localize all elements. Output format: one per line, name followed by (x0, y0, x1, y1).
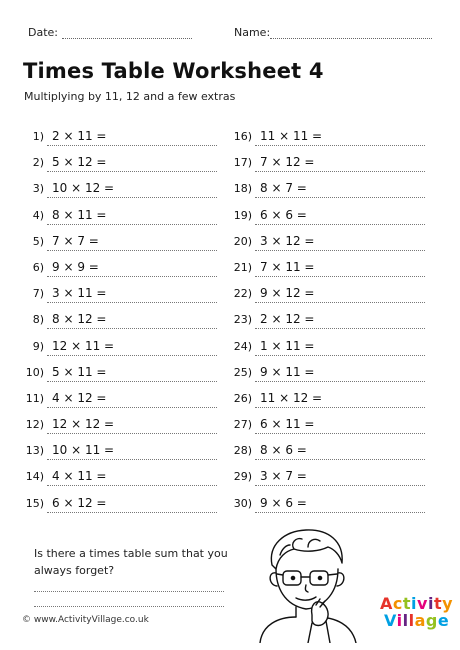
name-field[interactable] (270, 38, 432, 39)
problem-row (22, 182, 222, 208)
problem-number: 10) (25, 365, 44, 379)
date-label: Date: (28, 26, 58, 39)
problem-equation: 8 × 11 = (52, 207, 107, 222)
problem-number: 21) (233, 260, 252, 274)
answer-line[interactable] (255, 302, 425, 303)
problem-equation: 10 × 12 = (52, 181, 115, 196)
problem-equation: 6 × 6 = (260, 207, 307, 222)
answer-line[interactable] (255, 145, 425, 146)
problem-number: 27) (233, 418, 252, 432)
logo-letter: v (417, 594, 428, 613)
problem-equation: 9 × 9 = (52, 259, 99, 274)
problem-number: 15) (25, 496, 44, 510)
problem-number: 2) (32, 156, 44, 170)
problem-equation: 4 × 12 = (52, 390, 107, 405)
question-line-2: always forget? (34, 564, 115, 577)
answer-line[interactable] (47, 250, 217, 251)
problem-equation: 11 × 11 = (260, 129, 323, 143)
problem-row (22, 497, 222, 523)
problem-row (230, 392, 430, 418)
answer-line[interactable] (47, 485, 217, 486)
question-line-1: Is there a times table sum that you (34, 547, 228, 560)
problem-equation: 11 × 12 = (260, 390, 323, 405)
logo-letter: y (442, 594, 454, 613)
problem-row (230, 209, 430, 235)
logo-letter: a (414, 611, 426, 630)
problem-number: 4) (32, 208, 44, 222)
problem-number: 26) (233, 391, 252, 405)
problem-number: 17) (233, 156, 252, 170)
answer-line[interactable] (47, 276, 217, 277)
date-field[interactable] (62, 38, 192, 39)
answer-line[interactable] (47, 433, 217, 434)
problem-row (230, 313, 430, 339)
name-label: Name: (234, 26, 271, 39)
problem-equation: 8 × 6 = (260, 443, 307, 458)
problem-equation: 9 × 6 = (260, 495, 307, 510)
problem-equation: 7 × 12 = (260, 155, 315, 170)
logo-letter: l (402, 611, 409, 630)
answer-line[interactable] (47, 328, 217, 329)
answer-line[interactable] (255, 355, 425, 356)
problem-number: 6) (32, 260, 44, 274)
problem-row (230, 130, 430, 156)
problem-row (22, 470, 222, 496)
problem-equation: 3 × 7 = (260, 469, 307, 484)
problem-number: 30) (233, 496, 252, 510)
logo-letter: i (411, 594, 418, 613)
logo-letter: t (402, 594, 412, 613)
problem-equation: 10 × 11 = (52, 443, 115, 458)
problem-row (22, 392, 222, 418)
problem-row (22, 235, 222, 261)
problem-equation: 6 × 12 = (52, 495, 107, 510)
problem-number: 5) (32, 234, 44, 248)
problem-row (22, 418, 222, 444)
problem-number: 20) (233, 234, 252, 248)
problem-equation: 12 × 12 = (52, 417, 115, 432)
problem-equation: 5 × 12 = (52, 155, 107, 170)
answer-line[interactable] (255, 381, 425, 382)
answer-line[interactable] (255, 328, 425, 329)
answer-line[interactable] (255, 250, 425, 251)
problem-row (22, 261, 222, 287)
answer-line[interactable] (255, 433, 425, 434)
problem-number: 9) (32, 339, 44, 353)
problem-number: 11) (25, 391, 44, 405)
problem-number: 1) (32, 130, 44, 143)
problem-row (22, 130, 222, 156)
answer-line[interactable] (47, 407, 217, 408)
problem-equation: 3 × 12 = (260, 233, 315, 248)
problem-row (22, 313, 222, 339)
question-answer-line-2[interactable] (34, 606, 224, 607)
problem-number: 3) (32, 182, 44, 196)
left-problem-column (22, 130, 222, 523)
problem-equation: 8 × 7 = (260, 181, 307, 196)
problem-row (230, 235, 430, 261)
problem-number: 29) (233, 470, 252, 484)
copyright-footer: © www.ActivityVillage.co.uk (22, 615, 149, 625)
problem-row (22, 444, 222, 470)
problem-row (230, 182, 430, 208)
answer-line[interactable] (47, 512, 217, 513)
answer-line[interactable] (255, 197, 425, 198)
problem-equation: 7 × 7 = (52, 233, 99, 248)
problem-equation: 9 × 12 = (260, 286, 315, 301)
logo-letter: i (396, 611, 403, 630)
problem-number: 23) (233, 313, 252, 327)
problem-equation: 12 × 11 = (52, 338, 115, 353)
logo-letter: A (380, 594, 393, 613)
problem-row (230, 340, 430, 366)
problem-row (22, 156, 222, 182)
problem-row (230, 156, 430, 182)
problem-row (22, 340, 222, 366)
logo-letter: V (384, 611, 397, 630)
answer-line[interactable] (255, 512, 425, 513)
problem-number: 18) (233, 182, 252, 196)
page-subtitle: Multiplying by 11, 12 and a few extras (24, 90, 236, 103)
answer-line[interactable] (47, 197, 217, 198)
answer-line[interactable] (255, 459, 425, 460)
activity-village-logo (380, 594, 454, 630)
problem-row (230, 261, 430, 287)
answer-line[interactable] (47, 459, 217, 460)
problem-equation: 5 × 11 = (52, 364, 107, 379)
logo-letter: t (433, 594, 443, 613)
problem-number: 22) (233, 287, 252, 301)
boy-illustration (250, 525, 370, 643)
logo-word-activity (380, 594, 454, 613)
problem-equation: 9 × 11 = (260, 364, 315, 379)
right-problem-column (230, 130, 430, 523)
logo-letter: l (408, 611, 415, 630)
answer-line[interactable] (255, 171, 425, 172)
problem-number: 13) (25, 444, 44, 458)
problem-number: 7) (32, 287, 44, 301)
problem-row (230, 444, 430, 470)
problem-row (230, 470, 430, 496)
problem-number: 14) (25, 470, 44, 484)
problem-row (22, 209, 222, 235)
answer-line[interactable] (255, 224, 425, 225)
problem-equation: 7 × 11 = (260, 259, 315, 274)
answer-line[interactable] (255, 485, 425, 486)
problem-number: 12) (25, 418, 44, 432)
problem-number: 16) (233, 130, 252, 143)
problem-equation: 1 × 11 = (260, 338, 315, 353)
answer-line[interactable] (47, 145, 217, 146)
problem-equation: 4 × 11 = (52, 469, 107, 484)
problem-row (230, 497, 430, 523)
answer-line[interactable] (47, 224, 217, 225)
problem-equation: 3 × 11 = (52, 286, 107, 301)
answer-line[interactable] (255, 276, 425, 277)
answer-line[interactable] (47, 302, 217, 303)
problem-row (22, 287, 222, 313)
problem-number: 19) (233, 208, 252, 222)
problem-number: 8) (32, 313, 44, 327)
problem-row (230, 366, 430, 392)
answer-line[interactable] (47, 171, 217, 172)
problem-equation: 2 × 11 = (52, 129, 107, 143)
problem-number: 24) (233, 339, 252, 353)
logo-letter: e (437, 611, 450, 630)
page-title: Times Table Worksheet 4 (23, 59, 324, 83)
answer-line[interactable] (255, 407, 425, 408)
problem-row (230, 287, 430, 313)
problem-row (22, 366, 222, 392)
problem-equation: 8 × 12 = (52, 312, 107, 327)
problem-equation: 2 × 12 = (260, 312, 315, 327)
answer-line[interactable] (47, 381, 217, 382)
problem-number: 28) (233, 444, 252, 458)
logo-letter: c (392, 594, 403, 613)
answer-line[interactable] (47, 355, 217, 356)
problem-row (230, 418, 430, 444)
logo-letter: i (427, 594, 434, 613)
question-answer-line-1[interactable] (34, 591, 224, 592)
logo-letter: g (425, 611, 438, 630)
question-text (34, 545, 234, 579)
problem-equation: 6 × 11 = (260, 417, 315, 432)
logo-word-village (380, 611, 450, 630)
problem-number: 25) (233, 365, 252, 379)
